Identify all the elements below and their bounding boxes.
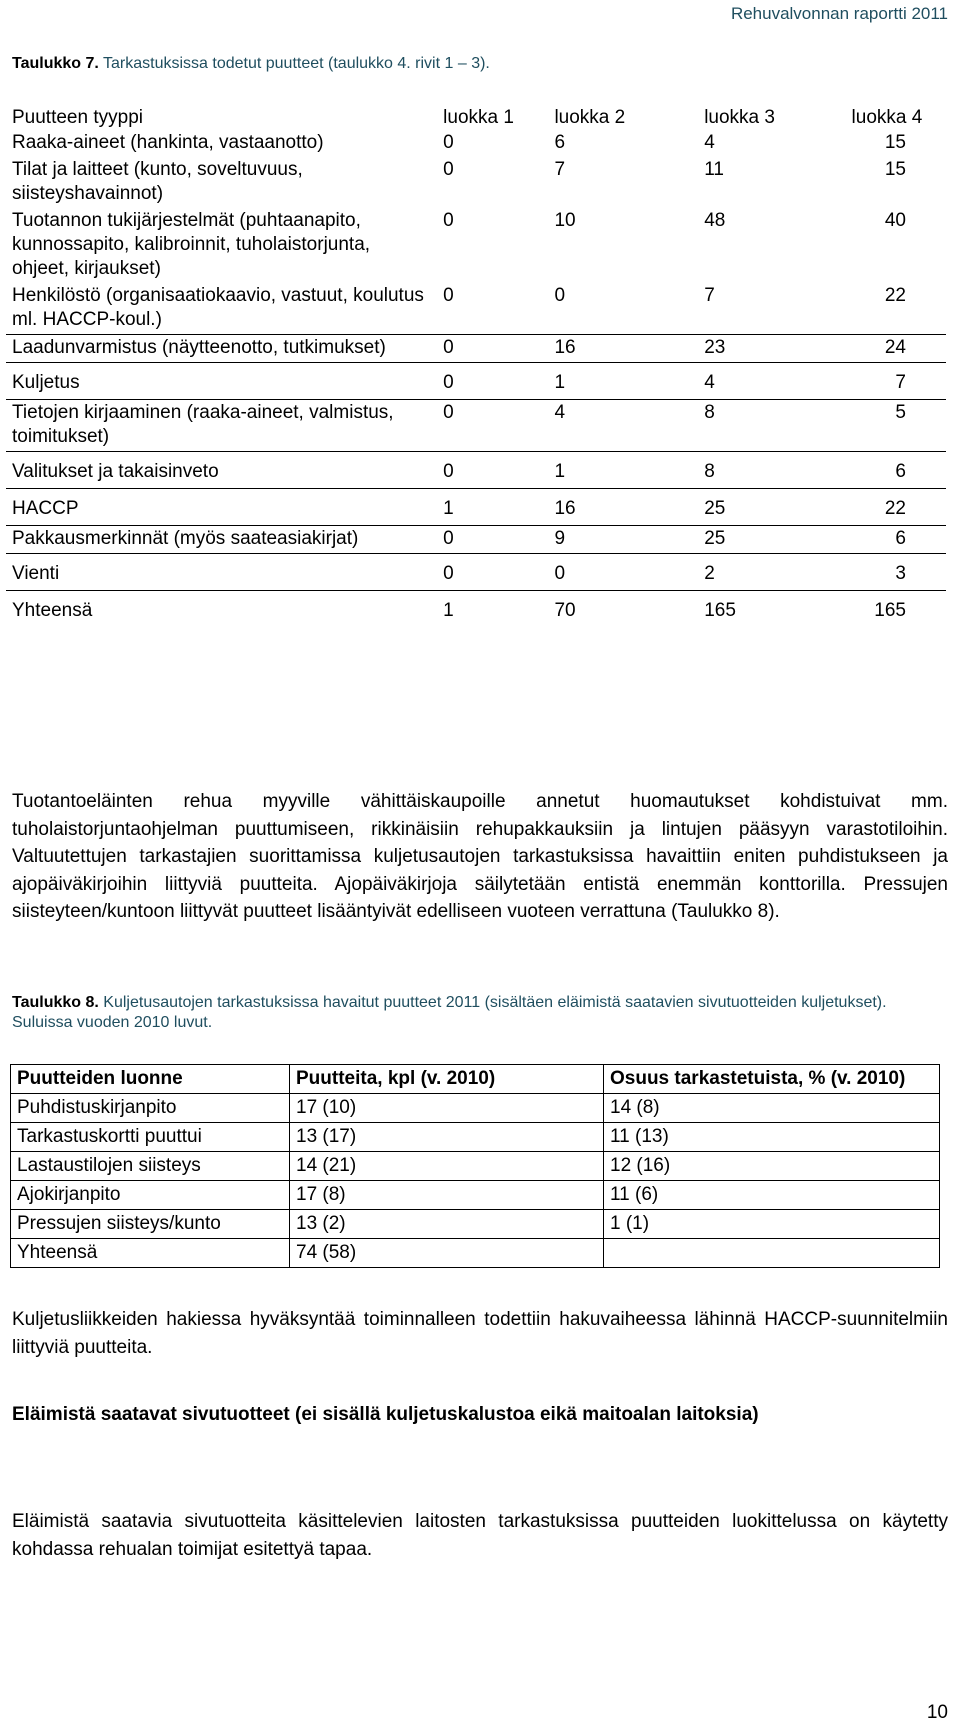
defect-share-cell: 12 (16)	[604, 1152, 940, 1181]
header-class-3: luokka 3	[704, 107, 775, 128]
header-defect-share: Osuus tarkastetuista, % (v. 2010)	[604, 1065, 940, 1094]
class-3-cell: 23	[698, 335, 828, 363]
class-2-cell: 6	[554, 132, 566, 153]
table7-caption-text: Tarkastuksissa todetut puutteet (taulukko 4. rivit 1 – 3).	[98, 55, 490, 72]
class-3-cell: 25	[698, 489, 828, 526]
class-3-cell: 48	[704, 210, 726, 231]
class-1-cell: 1	[437, 489, 548, 526]
defect-nature-cell: Pressujen siisteys/kunto	[11, 1210, 290, 1239]
class-3-cell: 4	[704, 132, 715, 153]
table-row	[6, 554, 946, 591]
table7-caption-label: Taulukko 7.	[12, 55, 99, 72]
header-class-4: luokka 4	[851, 107, 923, 128]
header-defect-count: Puutteita, kpl (v. 2010)	[290, 1065, 604, 1094]
class-2-cell: 16	[548, 489, 698, 526]
defect-type-cell: Kuljetus	[6, 363, 437, 400]
table-row	[6, 283, 946, 335]
class-2-cell: 7	[554, 159, 566, 180]
class-4-cell: 6	[828, 452, 946, 489]
transport-defects-table	[10, 1064, 940, 1268]
page-number: 10	[926, 1702, 948, 1723]
defect-type-cell: Raaka-aineet (hankinta, vastaanotto)	[12, 132, 324, 153]
class-1-cell: 0	[437, 400, 548, 452]
class-2-cell: 4	[548, 400, 698, 452]
class-2-cell: 1	[548, 452, 698, 489]
class-1-cell: 0	[437, 335, 548, 363]
header-class-2: luokka 2	[554, 107, 626, 128]
class-1-cell: 0	[437, 526, 548, 554]
transport-defects-table-body	[11, 1094, 940, 1268]
table-row	[6, 591, 946, 632]
table-row	[11, 1094, 940, 1123]
class-2-cell: 10	[554, 210, 576, 231]
table-row	[6, 335, 946, 363]
class-2-cell: 0	[554, 285, 566, 306]
class-4-cell: 165	[828, 591, 946, 632]
class-2-cell: 70	[548, 591, 698, 632]
defect-type-cell: Yhteensä	[6, 591, 437, 632]
defect-type-cell: Vienti	[6, 554, 437, 591]
defect-type-cell: Tilat ja laitteet (kunto, soveltuvuus, siisteyshavainnot)	[12, 159, 303, 204]
defect-count-cell: 17 (10)	[290, 1094, 604, 1123]
defect-count-cell: 14 (21)	[290, 1152, 604, 1181]
class-3-cell: 2	[698, 554, 828, 591]
class-3-cell: 8	[698, 452, 828, 489]
defect-type-cell: Valitukset ja takaisinveto	[6, 452, 437, 489]
table-row	[11, 1210, 940, 1239]
report-title: Rehuvalvonnan raportti 2011	[730, 4, 948, 23]
class-2-cell: 9	[548, 526, 698, 554]
table-row	[11, 1152, 940, 1181]
class-3-cell: 25	[698, 526, 828, 554]
table7-caption	[12, 54, 937, 74]
class-4-cell: 22	[884, 285, 906, 306]
class-1-cell: 1	[437, 591, 548, 632]
table-header-row	[6, 104, 946, 130]
paragraph-retail-remarks: Tuotantoeläinten rehua myyville vähittäiskaupoille annetut huomautukset kohdistuivat mm. tuholaistorjuntaohjelman puuttumiseen, rikkinäisiin rehupakkauksiin ja lintujen pääsyyn varastotiloihin. Valtuutettujen tarkastajien suorittamissa kuljetusautojen tarkastuksissa havaittiin eniten puhdistukseen ja ajopäiväkirjoihin liittyviä puutteita. Ajopäiväkirjoja säilytetään entistä enemmän konttorilla. Pressujen siisteyteen/kuntoon liittyvät puutteet lisääntyivät edelliseen vuoteen verrattuna (Taulukko 8).	[12, 791, 948, 922]
defect-count-cell: 17 (8)	[290, 1181, 604, 1210]
defect-count-cell: 74 (58)	[290, 1239, 604, 1268]
table8-caption-text: Kuljetusautojen tarkastuksissa havaitut puutteet 2011 (sisältäen eläimistä saatavien sivutuotteiden kuljetukset). Suluissa vuoden 2010 luvut.	[12, 994, 887, 1031]
class-4-cell: 7	[828, 363, 946, 400]
table-row	[11, 1181, 940, 1210]
class-4-cell: 15	[884, 159, 906, 180]
paragraph-transport-approval: Kuljetusliikkeiden hakiessa hyväksyntää toiminnalleen todettiin hakuvaiheessa lähinnä HACCP-suunnitelmiin liittyviä puutteita.	[12, 1309, 948, 1358]
defect-share-cell: 11 (13)	[604, 1123, 940, 1152]
class-3-cell: 165	[698, 591, 828, 632]
defect-count-cell: 13 (17)	[290, 1123, 604, 1152]
defect-type-cell: HACCP	[6, 489, 437, 526]
defect-share-cell: 1 (1)	[604, 1210, 940, 1239]
defect-share-cell	[604, 1239, 940, 1268]
table-row	[6, 208, 946, 283]
table-row	[6, 157, 946, 208]
defect-nature-cell: Tarkastuskortti puuttui	[11, 1123, 290, 1152]
class-4-cell: 40	[884, 210, 906, 231]
section-heading: Eläimistä saatavat sivutuotteet (ei sisällä kuljetuskalustoa eikä maitoalan laitoksia)	[12, 1404, 759, 1425]
table-row	[11, 1239, 940, 1268]
table-row	[6, 452, 946, 489]
class-4-cell: 24	[828, 335, 946, 363]
table-row	[6, 526, 946, 554]
table8-caption	[12, 993, 937, 1033]
defect-nature-cell: Puhdistuskirjanpito	[11, 1094, 290, 1123]
defect-type-cell: Henkilöstö (organisaatiokaavio, vastuut, koulutus ml. HACCP-koul.)	[12, 285, 424, 330]
class-3-cell: 7	[704, 285, 715, 306]
defect-type-cell: Laadunvarmistus (näytteenotto, tutkimukset)	[6, 335, 437, 363]
class-1-cell: 0	[443, 210, 454, 231]
defect-nature-cell: Ajokirjanpito	[11, 1181, 290, 1210]
table8-caption-label: Taulukko 8.	[12, 994, 99, 1011]
class-1-cell: 0	[443, 132, 454, 153]
class-4-cell: 3	[828, 554, 946, 591]
table-row	[6, 400, 946, 452]
header-defect-type: Puutteen tyyppi	[12, 107, 143, 128]
defect-share-cell: 14 (8)	[604, 1094, 940, 1123]
class-3-cell: 8	[698, 400, 828, 452]
defect-type-cell: Tuotannon tukijärjestelmät (puhtaanapito, kunnossapito, kalibroinnit, tuholaistorjunta, ohjeet, kirjaukset)	[12, 210, 371, 279]
header-class-1: luokka 1	[443, 107, 514, 128]
class-1-cell: 0	[437, 452, 548, 489]
defect-count-cell: 13 (2)	[290, 1210, 604, 1239]
defects-table	[6, 104, 946, 631]
defect-type-cell: Pakkausmerkinnät (myös saateasiakirjat)	[6, 526, 437, 554]
paragraph-byproducts: Eläimistä saatavia sivutuotteita käsittelevien laitosten tarkastuksissa puutteiden luokittelussa on käytetty kohdassa rehualan toimijat esitettyä tapaa.	[12, 1511, 948, 1560]
class-4-cell: 6	[828, 526, 946, 554]
class-4-cell: 22	[828, 489, 946, 526]
class-3-cell: 4	[698, 363, 828, 400]
table-header-row	[11, 1065, 940, 1094]
class-4-cell: 5	[828, 400, 946, 452]
table-row	[6, 363, 946, 400]
defect-type-cell: Tietojen kirjaaminen (raaka-aineet, valmistus, toimitukset)	[6, 400, 437, 452]
class-1-cell: 0	[443, 285, 454, 306]
table-row	[6, 489, 946, 526]
defect-nature-cell: Lastaustilojen siisteys	[11, 1152, 290, 1181]
defect-nature-cell: Yhteensä	[11, 1239, 290, 1268]
table-row	[11, 1123, 940, 1152]
class-1-cell: 0	[437, 554, 548, 591]
defects-table-body	[6, 130, 946, 631]
class-4-cell: 15	[884, 132, 906, 153]
class-3-cell: 11	[704, 159, 724, 180]
class-1-cell: 0	[443, 159, 454, 180]
class-2-cell: 16	[548, 335, 698, 363]
table-row	[6, 130, 946, 157]
class-2-cell: 1	[548, 363, 698, 400]
class-2-cell: 0	[548, 554, 698, 591]
defect-share-cell: 11 (6)	[604, 1181, 940, 1210]
class-1-cell: 0	[437, 363, 548, 400]
header-defect-nature: Puutteiden luonne	[11, 1065, 290, 1094]
